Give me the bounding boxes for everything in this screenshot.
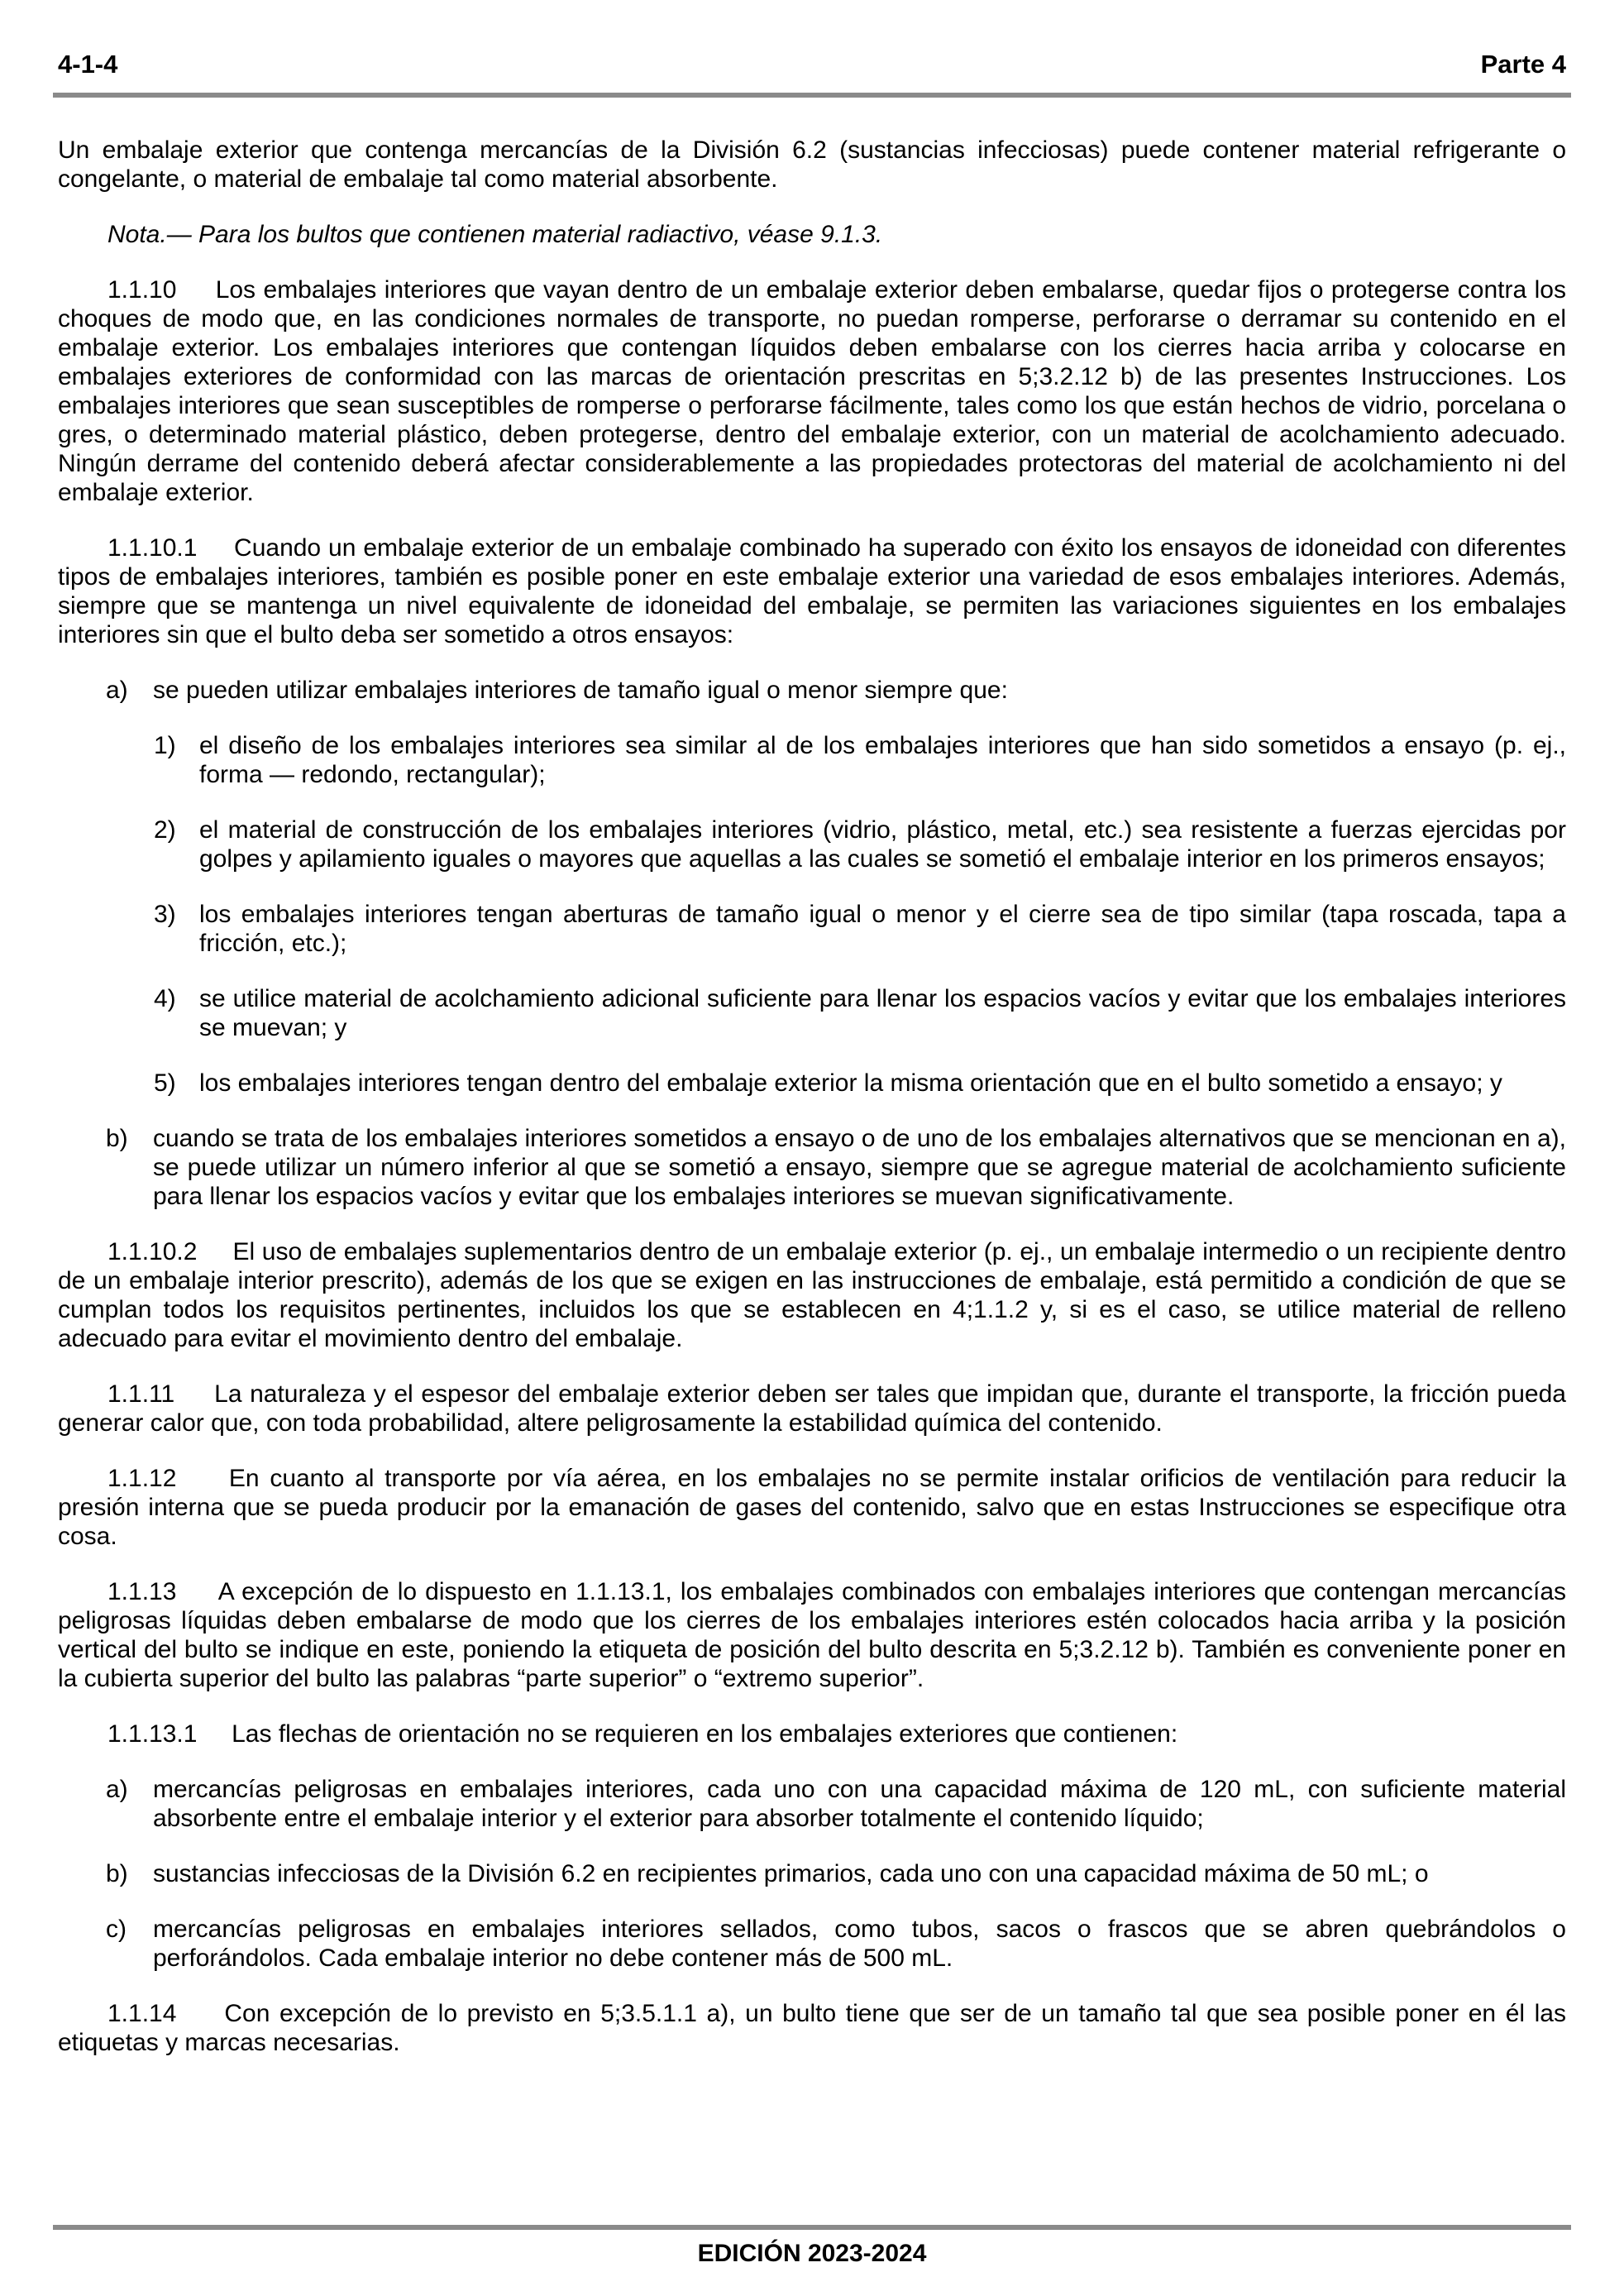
paragraph-1-1-13-1 xyxy=(58,1720,1566,1748)
list-text: sustancias infecciosas de la División 6.2 en recipientes primarios, cada uno con una capacidad máxima de 50 mL; o xyxy=(153,1860,1429,1887)
sub-list-text: el material de construcción de los embalajes interiores (vidrio, plástico, metal, etc.) sea resistente a fuerzas ejercidas por golpes y apilamiento iguales o mayores que aquellas a las cuales se sometió el embalaje interior en los primeros ensayos; xyxy=(199,816,1566,873)
paragraph-intro: Un embalaje exterior que contenga mercancías de la División 6.2 (sustancias infecciosas) puede contener material refrigerante o congelante, o material de embalaje tal como material absorbente. xyxy=(58,136,1566,193)
paragraph-text: El uso de embalajes suplementarios dentro de un embalaje exterior (p. ej., un embalaje intermedio o un recipiente dentro de un embalaje interior prescrito), además de los que se exigen en las instrucciones de embalaje, está permitido a condición de que se cumplan todos los requisitos pertinentes, incluidos los que se establecen en 4;1.1.2 y, si es el caso, se utilice material de relleno adecuado para evitar el movimiento dentro del embalaje. xyxy=(58,1238,1566,1352)
list-label: b) xyxy=(106,1125,128,1152)
list-item xyxy=(58,1124,1566,1211)
page-body xyxy=(58,136,1566,2083)
paragraph-1-1-10 xyxy=(58,275,1566,507)
paragraph-text: Los embalajes interiores que vayan dentro de un embalaje exterior deben embalarse, quedar fijos o protegerse contra los choques de modo que, en las condiciones normales de transporte, no puedan romperse, perforarse o derramar su contenido en el embalaje exterior. Los embalajes interiores que contengan líquidos deben embalarse con los cierres hacia arriba y colocarse en embalajes exteriores de conformidad con las marcas de orientación prescritas en 5;3.2.12 b) de las presentes Instrucciones. Los embalajes interiores que sean susceptibles de romperse o perforarse fácilmente, tales como los que están hechos de vidrio, porcelana o gres, o determinado material plástico, deben protegerse, dentro del embalaje exterior, con un material de acolchamiento adecuado. Ningún derrame del contenido deberá afectar considerablemente a las propiedades protectoras del material de acolchamiento ni del embalaje exterior. xyxy=(58,276,1566,506)
footer-rule xyxy=(53,2225,1571,2230)
paragraph-1-1-10-2 xyxy=(58,1237,1566,1353)
sub-list-text: el diseño de los embalajes interiores sea similar al de los embalajes interiores que han sido sometidos a ensayo (p. ej., forma — redondo, rectangular); xyxy=(199,732,1566,788)
sub-list-item xyxy=(58,984,1566,1042)
list-text: mercancías peligrosas en embalajes interiores, cada uno con una capacidad máxima de 120 mL, con suficiente material absorbente entre el embalaje interior y el exterior para absorber totalmente el contenido líquido; xyxy=(153,1776,1566,1832)
list-label: c) xyxy=(106,1916,127,1943)
list-text: mercancías peligrosas en embalajes interiores sellados, como tubos, sacos o frascos que se abren quebrándolos o perforándolos. Cada embalaje interior no debe contener más de 500 mL. xyxy=(153,1916,1566,1972)
list-label: a) xyxy=(106,1776,128,1803)
sub-list-text: los embalajes interiores tengan dentro del embalaje exterior la misma orientación que en el bulto sometido a ensayo; y xyxy=(199,1069,1502,1097)
paragraph-text: En cuanto al transporte por vía aérea, en los embalajes no se permite instalar orificios de ventilación para reducir la presión interna que se pueda producir por la emanación de gases del contenido, salvo que en estas Instrucciones se especifique otra cosa. xyxy=(58,1465,1566,1550)
paragraph-number: 1.1.10.2 xyxy=(107,1238,198,1265)
paragraph-number: 1.1.11 xyxy=(107,1380,175,1408)
note-radioactive: Nota.— Para los bultos que contienen material radiactivo, véase 9.1.3. xyxy=(107,221,883,248)
sub-list-item xyxy=(58,731,1566,789)
paragraph-text: La naturaleza y el espesor del embalaje exterior deben ser tales que impidan que, durante el transporte, la fricción pueda generar calor que, con toda probabilidad, altere peligrosamente la estabilidad química del contenido. xyxy=(58,1380,1566,1437)
sub-list-label: 2) xyxy=(154,816,176,844)
header-rule xyxy=(53,93,1571,98)
sub-list-item xyxy=(58,816,1566,873)
paragraph-number: 1.1.14 xyxy=(107,2000,177,2027)
list-item xyxy=(58,676,1566,705)
sub-list-label: 3) xyxy=(154,901,176,928)
sub-list-item xyxy=(58,1069,1566,1098)
sub-list-label: 1) xyxy=(154,732,176,759)
paragraph-1-1-13 xyxy=(58,1577,1566,1693)
header-part-label: Parte 4 xyxy=(1480,50,1566,79)
paragraph-text: Con excepción de lo previsto en 5;3.5.1.1 a), un bulto tiene que ser de un tamaño tal que sea posible poner en él las etiquetas y marcas necesarias. xyxy=(58,2000,1566,2056)
sub-list-text: los embalajes interiores tengan aberturas de tamaño igual o menor y el cierre sea de tipo similar (tapa roscada, tapa a fricción, etc.); xyxy=(199,901,1566,957)
sub-list-label: 5) xyxy=(154,1069,176,1097)
paragraph-number: 1.1.13.1 xyxy=(107,1720,198,1748)
paragraph-1-1-12 xyxy=(58,1464,1566,1551)
page-header xyxy=(58,46,1566,86)
list-label: a) xyxy=(106,677,128,704)
list-item xyxy=(58,1915,1566,1973)
list-item xyxy=(58,1775,1566,1833)
paragraph-text: Cuando un embalaje exterior de un embalaje combinado ha superado con éxito los ensayos de idoneidad con diferentes tipos de embalajes interiores, también es posible poner en este embalaje exterior una variedad de esos embalajes interiores. Además, siempre que se mantenga un nivel equivalente de idoneidad del embalaje, se permiten las variaciones siguientes en los embalajes interiores sin que el bulto deba ser sometido a otros ensayos: xyxy=(58,534,1566,648)
sub-list-item xyxy=(58,900,1566,958)
paragraph-text: Las flechas de orientación no se requieren en los embalajes exteriores que contienen: xyxy=(232,1720,1178,1748)
list-label: b) xyxy=(106,1860,128,1887)
page-footer: EDICIÓN 2023-2024 xyxy=(697,2240,927,2267)
paragraph-1-1-10-1 xyxy=(58,533,1566,649)
header-section-number: 4-1-4 xyxy=(58,50,118,79)
list-text: cuando se trata de los embalajes interiores sometidos a ensayo o de uno de los embalajes alternativos que se mencionan en a), se puede utilizar un número inferior al que se sometió a ensayo, siempre que se agregue material de acolchamiento suficiente para llenar los espacios vacíos y evitar que los embalajes interiores se muevan significativamente. xyxy=(153,1125,1566,1210)
paragraph-number: 1.1.10 xyxy=(107,276,177,304)
list-text: se pueden utilizar embalajes interiores de tamaño igual o menor siempre que: xyxy=(153,677,1008,704)
list-item xyxy=(58,1859,1566,1888)
sub-list-label: 4) xyxy=(154,985,176,1012)
paragraph-text: A excepción de lo dispuesto en 1.1.13.1, los embalajes combinados con embalajes interiores que contengan mercancías peligrosas líquidas deben embalarse de modo que los cierres de los embalajes interiores estén colocados hacia arriba y la posición vertical del bulto se indique en este, poniendo la etiqueta de posición del bulto descrita en 5;3.2.12 b). También es conveniente poner en la cubierta superior del bulto las palabras “parte superior” o “extremo superior”. xyxy=(58,1578,1566,1692)
paragraph-1-1-11 xyxy=(58,1380,1566,1437)
paragraph-1-1-14 xyxy=(58,1999,1566,2057)
sub-list-text: se utilice material de acolchamiento adicional suficiente para llenar los espacios vacíos y evitar que los embalajes interiores se muevan; y xyxy=(199,985,1566,1041)
paragraph-number: 1.1.10.1 xyxy=(107,534,198,562)
paragraph-number: 1.1.12 xyxy=(107,1465,177,1492)
paragraph-number: 1.1.13 xyxy=(107,1578,177,1605)
